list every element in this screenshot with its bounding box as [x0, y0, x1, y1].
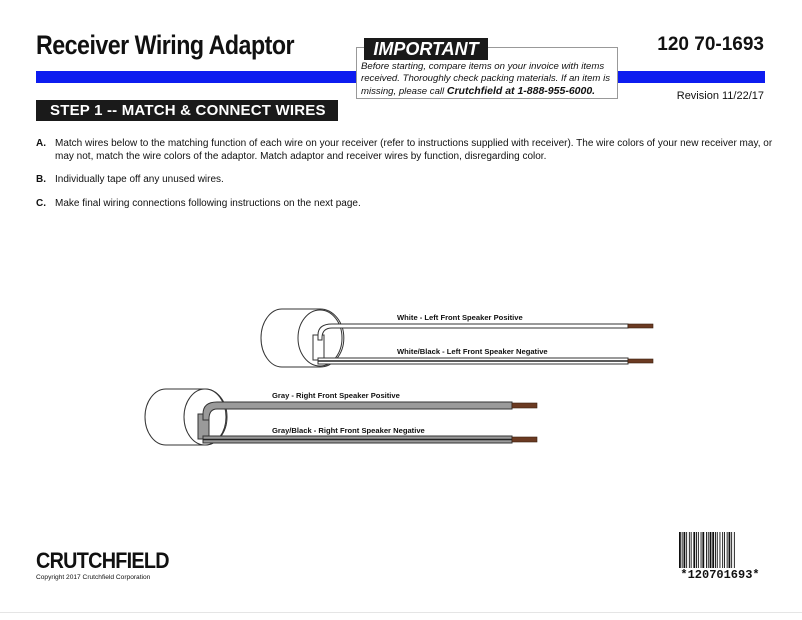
- instruction-letter: B.: [36, 174, 46, 185]
- important-heading: IMPORTANT: [364, 38, 488, 60]
- barcode-icon: [679, 532, 765, 568]
- left-negative-wire: [318, 358, 653, 364]
- page-title: Receiver Wiring Adaptor: [36, 30, 295, 60]
- right-negative-wire: [203, 436, 537, 443]
- instruction-text: Make final wiring connections following instructions on the next page.: [55, 198, 361, 209]
- revision-date: Revision 11/22/17: [676, 90, 764, 102]
- wire-label-right-negative: Gray/Black - Right Front Speaker Negative: [272, 426, 425, 435]
- part-number: 120 70-1693: [657, 34, 764, 55]
- step-heading: STEP 1 -- MATCH & CONNECT WIRES: [36, 100, 338, 121]
- right-positive-wire: [203, 402, 537, 420]
- instruction-letter: A.: [36, 138, 46, 149]
- barcode-number: *120701693*: [680, 568, 760, 582]
- wire-label-right-positive: Gray - Right Front Speaker Positive: [272, 391, 400, 400]
- copyright-notice: Copyright 2017 Crutchfield Corporation: [36, 574, 151, 581]
- crutchfield-logo: CRUTCHFIELD: [36, 548, 169, 573]
- page-bottom-rule: [0, 612, 802, 613]
- left-positive-wire: [318, 324, 653, 340]
- important-notice-phone: Crutchfield at 1-888-955-6000.: [446, 85, 596, 97]
- instruction-text: Individually tape off any unused wires.: [55, 174, 224, 185]
- instruction-letter: C.: [36, 198, 46, 209]
- wire-label-left-negative: White/Black - Left Front Speaker Negative: [397, 347, 548, 356]
- instruction-text: Match wires below to the matching function of each wire on your receiver (refer to instructions supplied with receiver). The wire colors of your new receiver may, or may not, match the wire colors of the adaptor. Match adaptor and receiver wires by function, disregarding color.: [55, 138, 773, 162]
- important-notice-body: Before starting, compare items on your invoice with items received. Thoroughly check packing materials. If an item is missing, please call: [361, 61, 611, 97]
- wire-label-left-positive: White - Left Front Speaker Positive: [397, 313, 523, 322]
